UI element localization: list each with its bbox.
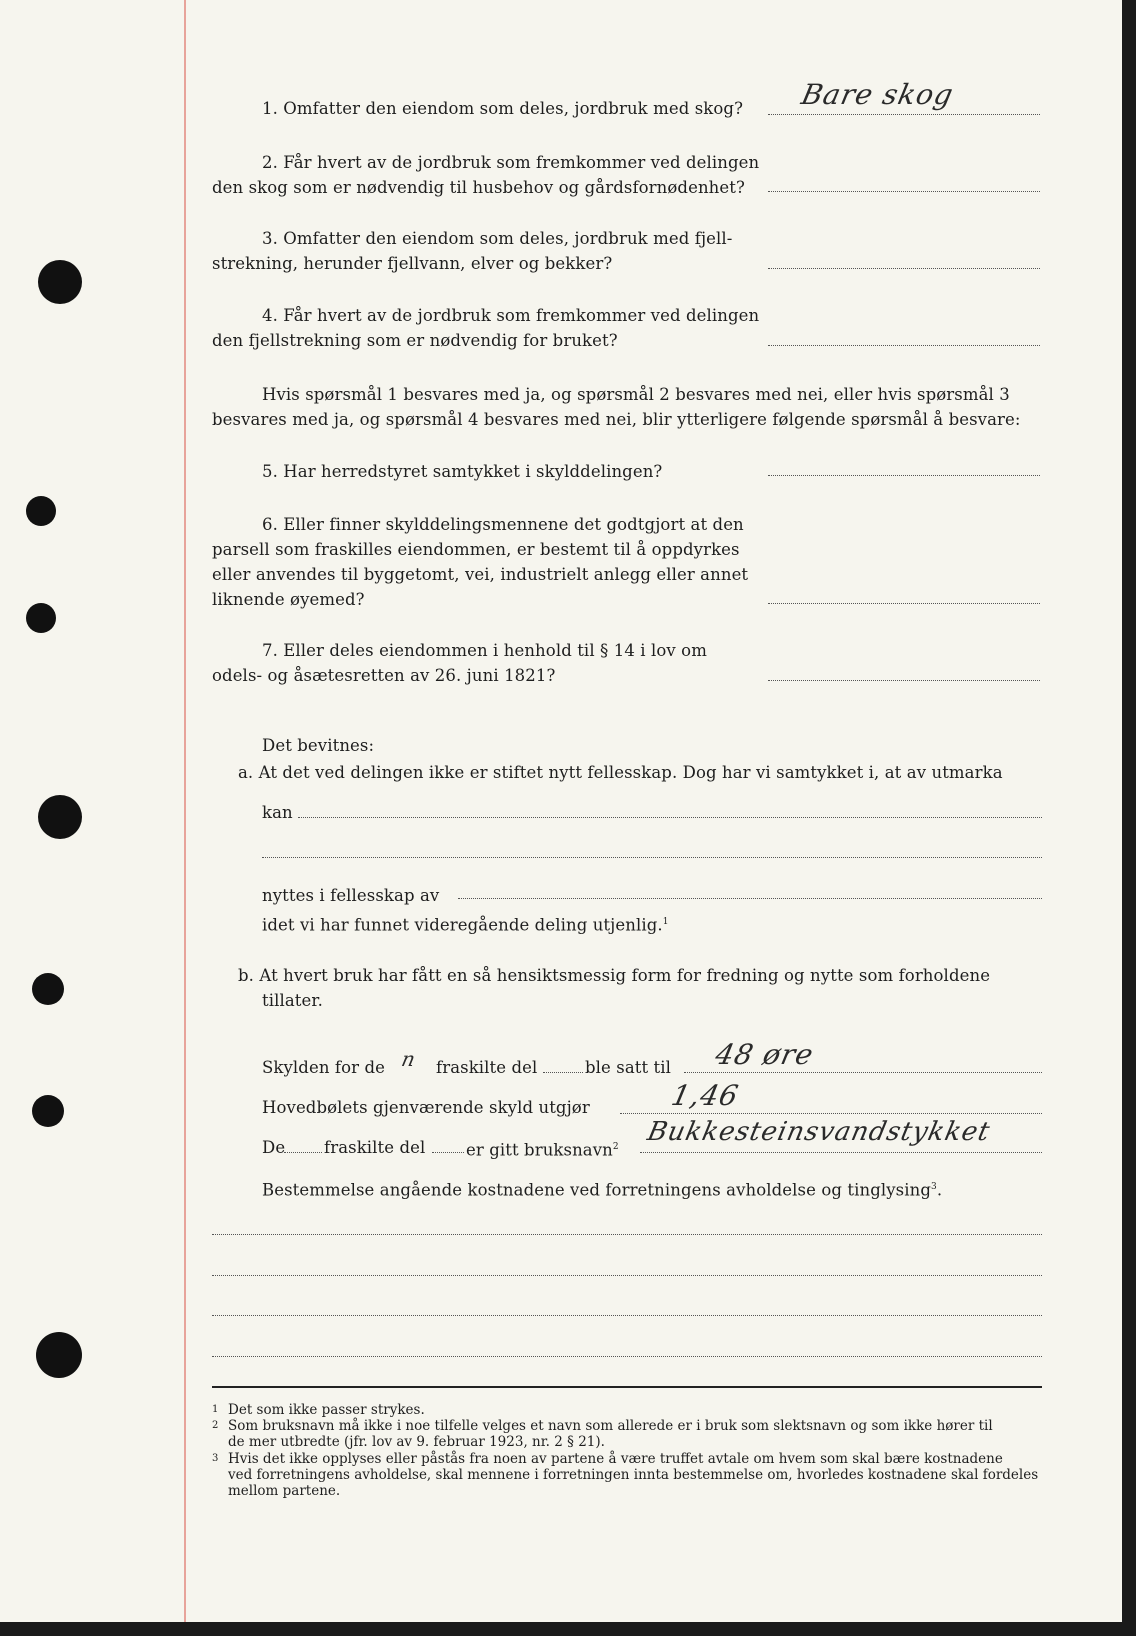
attest-a-idet: idet vi har funnet videregående deling utjenlig.$^1$: [262, 915, 669, 935]
question-6-line-4: liknende øyemed?: [212, 590, 365, 609]
bruksnavn-handwritten: Bukkesteinsvandstykket: [644, 1117, 993, 1147]
skyld-line-1-label-a: Skylden for de: [262, 1058, 385, 1077]
attest-a-line-nyttes: [458, 898, 1042, 899]
blank-line: [212, 1275, 1042, 1276]
punch-hole: [26, 496, 56, 526]
answer-line-3: [768, 268, 1040, 269]
question-6-line-2: parsell som fraskilles eiendommen, er bestemt til å oppdyrkes: [212, 540, 740, 559]
blank-line: [212, 1234, 1042, 1235]
footnote-2-line-1: Som bruksnavn må ikke i noe tilfelle velges et navn som allerede er i bruk som slektsnavn og som ikke hører til: [228, 1418, 993, 1434]
footnote-3-line-1: Hvis det ikke opplyses eller påstås fra noen av partene å være truffet avtale om hvem som skal bære kostnadene: [228, 1451, 1003, 1467]
answer-line-2: [768, 191, 1040, 192]
question-2-line-1: 2. Får hvert av de jordbruk som fremkommer ved delingen: [262, 153, 760, 172]
blank-line: [212, 1315, 1042, 1316]
footnote-3-line-2: ved forretningens avholdelse, skal mennene i forretningen innta bestemmelse om, hvorledes kostnadene skal fordeles: [228, 1467, 1039, 1483]
skyld-line-3-dots-b: [432, 1152, 464, 1153]
skyld-line-3-dots-c: [640, 1152, 1042, 1153]
answer-line-7: [768, 680, 1040, 681]
skyld-line-1-label-b: fraskilte del: [436, 1058, 538, 1077]
answer-line-5: [768, 475, 1040, 476]
answer-line-6: [768, 603, 1040, 604]
footnote-2-number: 2: [212, 1420, 219, 1431]
question-7-line-2: odels- og åsætesretten av 26. juni 1821?: [212, 666, 556, 685]
skyld-line-1-dots-b: [684, 1072, 1042, 1073]
skyld-line-2-dots: [620, 1113, 1042, 1114]
attest-a-line-1: a. At det ved delingen ikke er stiftet nytt fellesskap. Dog har vi samtykket i, at av utmarka: [238, 763, 1003, 782]
question-6-line-3: eller anvendes til byggetomt, vei, industrielt anlegg eller annet: [212, 565, 749, 584]
attest-b-line-2: tillater.: [262, 991, 323, 1010]
answer-1-handwritten: Bare skog: [798, 78, 957, 111]
conditional-note-line-1: Hvis spørsmål 1 besvares med ja, og spørsmål 2 besvares med nei, eller hvis spørsmål 3: [262, 385, 1010, 404]
skyld-line-3-label-c: er gitt bruksnavn$^2$: [466, 1140, 619, 1160]
punch-hole: [26, 603, 56, 633]
footnote-3-line-3: mellom partene.: [228, 1483, 341, 1499]
attest-a-kan: kan: [262, 803, 293, 822]
skyld-line-1-dots-a: [543, 1072, 583, 1073]
question-2-line-2: den skog som er nødvendig til husbehov og gårdsfornødenhet?: [212, 178, 745, 197]
footnote-1: Det som ikke passer strykes.: [228, 1402, 425, 1418]
conditional-note-line-2: besvares med ja, og spørsmål 4 besvares med nei, blir ytterligere følgende spørsmål å besvare:: [212, 410, 1021, 429]
question-3-line-1: 3. Omfatter den eiendom som deles, jordbruk med fjell-: [262, 229, 733, 248]
attest-a-nyttes: nyttes i fellesskap av: [262, 886, 440, 905]
blank-line: [212, 1356, 1042, 1357]
skyld-line-3-dots-a: [284, 1152, 322, 1153]
question-6-line-1: 6. Eller finner skylddelingsmennene det godtgjort at den: [262, 515, 744, 534]
red-margin-line: [184, 0, 186, 1622]
question-3-line-2: strekning, herunder fjellvann, elver og bekker?: [212, 254, 613, 273]
question-4-line-1: 4. Får hvert av de jordbruk som fremkommer ved delingen: [262, 306, 760, 325]
skyld-line-3-label-a: De: [262, 1138, 286, 1157]
skyld-line-3-label-b: fraskilte del: [324, 1138, 426, 1157]
footnote-2-line-2: de mer utbredte (jfr. lov av 9. februar 1923, nr. 2 § 21).: [228, 1434, 605, 1450]
footnote-3-number: 3: [212, 1453, 219, 1464]
question-1: 1. Omfatter den eiendom som deles, jordbruk med skog?: [262, 99, 744, 118]
attest-a-line-blank: [262, 857, 1042, 858]
skyld-line-1-de-handwritten: n: [399, 1047, 419, 1071]
skyld-value-handwritten: 48 øre: [712, 1038, 817, 1071]
punch-hole: [38, 795, 82, 839]
question-7-line-1: 7. Eller deles eiendommen i henhold til § 14 i lov om: [262, 641, 707, 660]
attest-heading: Det bevitnes:: [262, 736, 375, 755]
footnote-divider: [212, 1386, 1042, 1388]
answer-line-1: [768, 114, 1040, 115]
punch-hole: [36, 1332, 82, 1378]
remaining-skyld-handwritten: 1,46: [668, 1079, 742, 1112]
skyld-line-4: Bestemmelse angående kostnadene ved forretningens avholdelse og tinglysing$^3$.: [262, 1180, 943, 1200]
punch-hole: [32, 1095, 64, 1127]
answer-line-4: [768, 345, 1040, 346]
skyld-line-1-label-c: ble satt til: [585, 1058, 672, 1077]
question-5: 5. Har herredstyret samtykket i skylddelingen?: [262, 462, 663, 481]
attest-a-line-kan: [298, 817, 1042, 818]
attest-b-line-1: b. At hvert bruk har fått en så hensiktsmessig form for fredning og nytte som forholdene: [238, 966, 991, 985]
skyld-line-2-label: Hovedbølets gjenværende skyld utgjør: [262, 1098, 590, 1117]
punch-hole: [32, 973, 64, 1005]
punch-hole: [38, 260, 82, 304]
footnote-1-number: 1: [212, 1404, 219, 1415]
question-4-line-2: den fjellstrekning som er nødvendig for bruket?: [212, 331, 618, 350]
